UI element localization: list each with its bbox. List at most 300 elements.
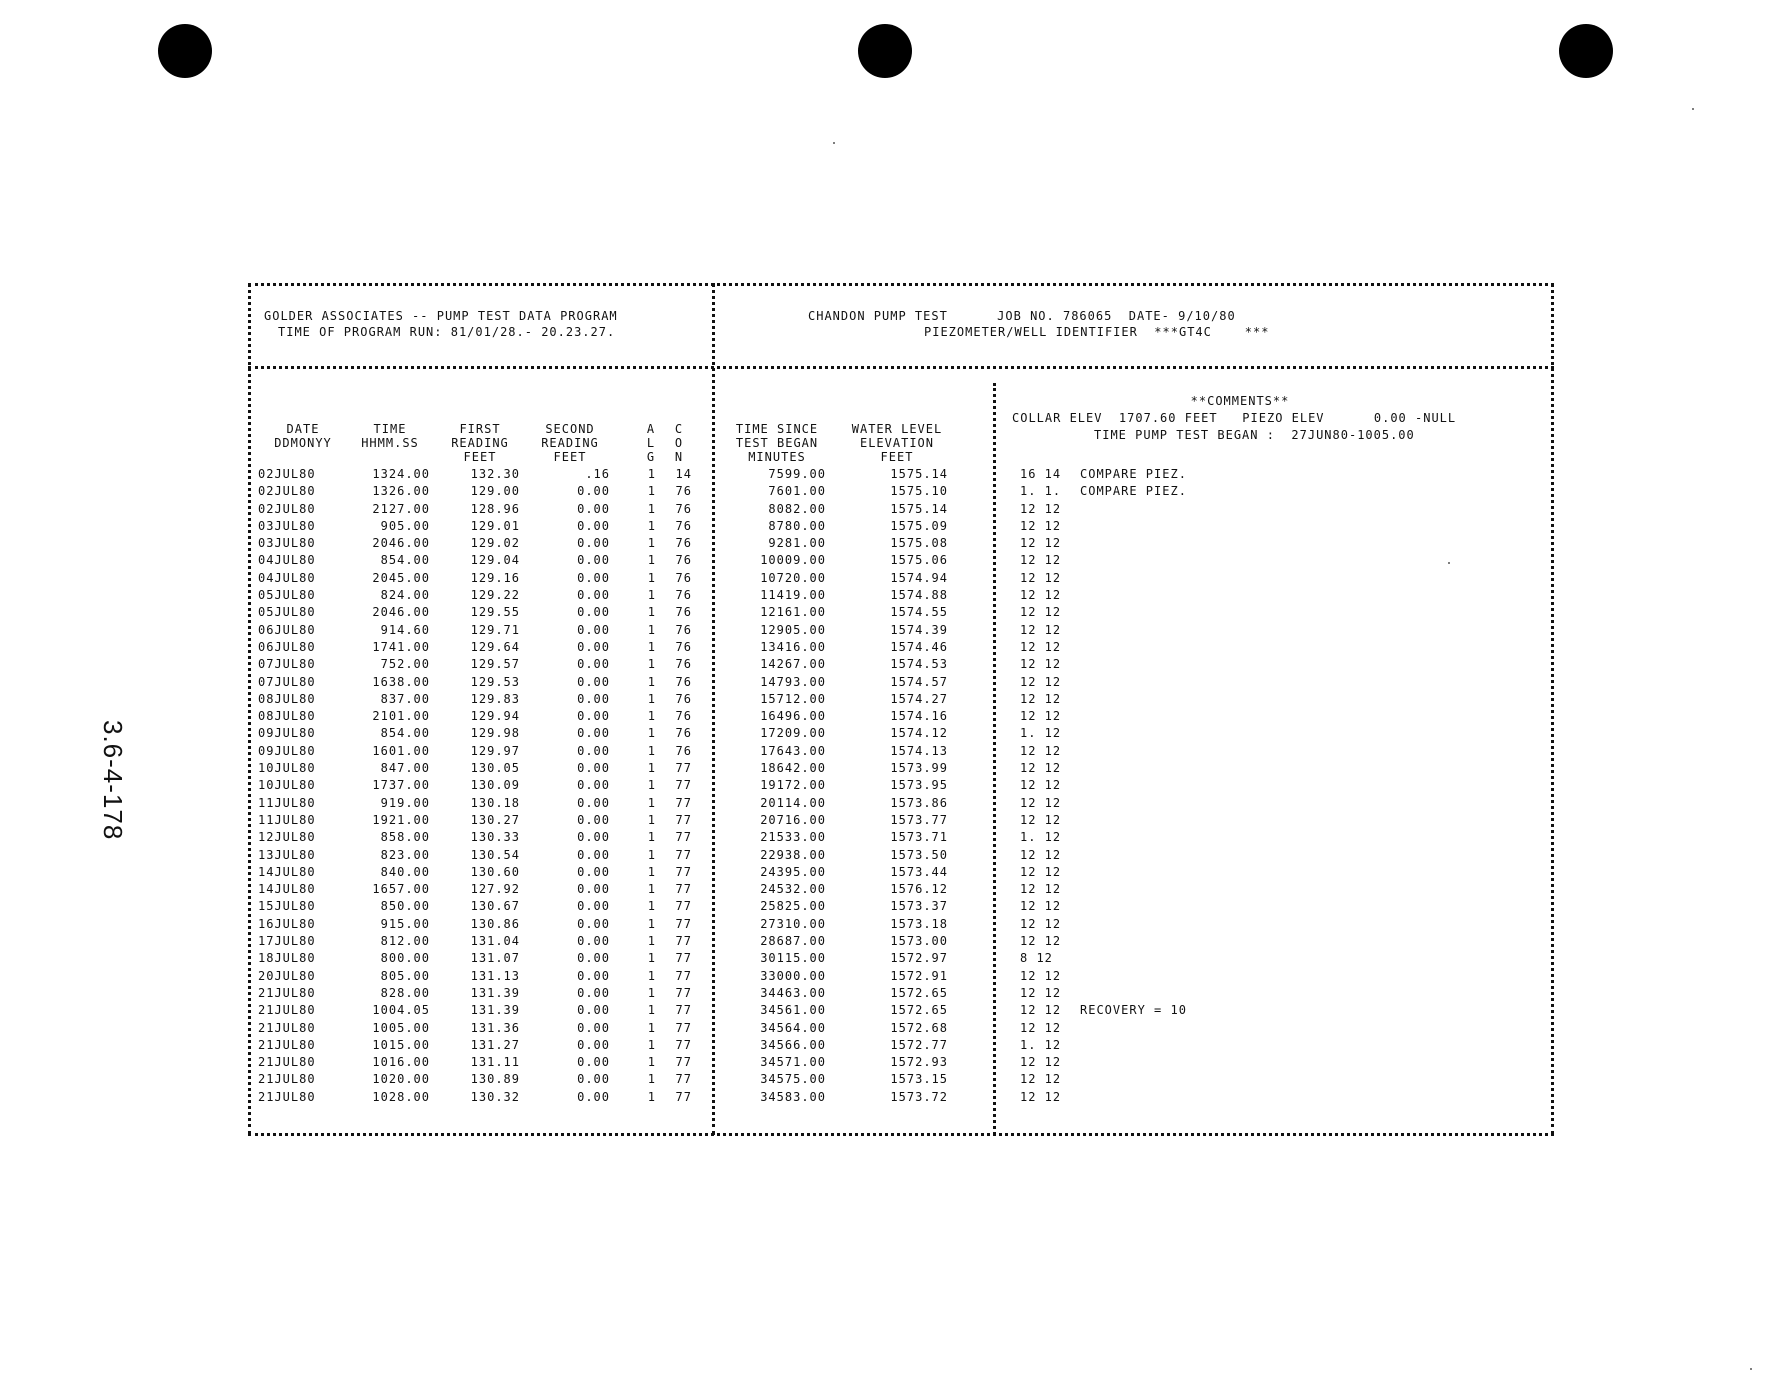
cell-date: 14JUL80 xyxy=(258,864,316,879)
cell-alg: 1 xyxy=(647,588,656,603)
cell-date: 02JUL80 xyxy=(258,467,316,481)
cell-alg: 1 xyxy=(647,882,656,897)
table-row xyxy=(258,881,1548,898)
cell-water-level: 1574.27 xyxy=(890,691,948,706)
cell-first-reading: 130.67 xyxy=(470,899,520,914)
scan-speck xyxy=(1750,1368,1752,1370)
pump-test-start-line: TIME PUMP TEST BEGAN : 27JUN80-1005.00 xyxy=(1094,428,1415,442)
cell-date: 21JUL80 xyxy=(258,1072,316,1087)
cell-first-reading: 131.39 xyxy=(470,985,520,1000)
cell-code: 8 12 xyxy=(1020,951,1053,966)
program-title: GOLDER ASSOCIATES -- PUMP TEST DATA PROGRAM xyxy=(264,309,618,323)
cell-con: 77 xyxy=(675,899,692,914)
cell-time-since: 17643.00 xyxy=(760,743,826,758)
cell-water-level: 1573.50 xyxy=(890,847,948,862)
cell-time-since: 33000.00 xyxy=(760,968,826,983)
cell-time: 915.00 xyxy=(380,916,430,931)
cell-time: 854.00 xyxy=(380,726,430,741)
cell-water-level: 1572.93 xyxy=(890,1055,948,1070)
cell-time-since: 34571.00 xyxy=(760,1055,826,1070)
cell-time: 812.00 xyxy=(380,934,430,949)
cell-code: 12 12 xyxy=(1020,916,1062,931)
cell-water-level: 1572.97 xyxy=(890,951,948,966)
table-row xyxy=(258,743,1548,760)
cell-second-reading: 0.00 xyxy=(577,1072,610,1087)
scan-speck xyxy=(1692,108,1694,110)
cell-first-reading: 130.09 xyxy=(470,778,520,793)
table-row xyxy=(258,587,1548,604)
cell-time: 823.00 xyxy=(380,847,430,862)
cell-con: 76 xyxy=(675,570,692,585)
table-row xyxy=(258,725,1548,742)
cell-con: 76 xyxy=(675,553,692,568)
cell-second-reading: .16 xyxy=(585,467,610,481)
cell-water-level: 1573.00 xyxy=(890,934,948,949)
cell-con: 77 xyxy=(675,1003,692,1018)
cell-time-since: 22938.00 xyxy=(760,847,826,862)
cell-code: 12 12 xyxy=(1020,553,1062,568)
cell-code: 12 12 xyxy=(1020,1072,1062,1087)
cell-second-reading: 0.00 xyxy=(577,674,610,689)
cell-alg: 1 xyxy=(647,899,656,914)
cell-date: 04JUL80 xyxy=(258,553,316,568)
cell-alg: 1 xyxy=(647,1003,656,1018)
cell-water-level: 1574.57 xyxy=(890,674,948,689)
col-date-header: DATE DDMONYY xyxy=(274,422,332,450)
cell-time: 1324.00 xyxy=(372,467,430,481)
cell-first-reading: 131.36 xyxy=(470,1020,520,1035)
cell-second-reading: 0.00 xyxy=(577,657,610,672)
cell-code: 12 12 xyxy=(1020,778,1062,793)
cell-con: 77 xyxy=(675,934,692,949)
cell-code: 1. 12 xyxy=(1020,830,1062,845)
cell-second-reading: 0.00 xyxy=(577,899,610,914)
cell-time: 1921.00 xyxy=(372,812,430,827)
col-con-header: C O N xyxy=(674,422,684,464)
cell-time-since: 34463.00 xyxy=(760,985,826,1000)
cell-first-reading: 131.39 xyxy=(470,1003,520,1018)
cell-first-reading: 129.83 xyxy=(470,691,520,706)
cell-time: 905.00 xyxy=(380,518,430,533)
cell-water-level: 1573.95 xyxy=(890,778,948,793)
page-number: 3.6-4-178 xyxy=(98,720,128,841)
cell-alg: 1 xyxy=(647,951,656,966)
cell-alg: 1 xyxy=(647,605,656,620)
cell-date: 10JUL80 xyxy=(258,778,316,793)
cell-second-reading: 0.00 xyxy=(577,847,610,862)
cell-water-level: 1574.94 xyxy=(890,570,948,585)
cell-alg: 1 xyxy=(647,467,656,481)
cell-code: 12 12 xyxy=(1020,847,1062,862)
cell-first-reading: 130.89 xyxy=(470,1072,520,1087)
cell-con: 77 xyxy=(675,761,692,776)
cell-code: 12 12 xyxy=(1020,570,1062,585)
cell-second-reading: 0.00 xyxy=(577,951,610,966)
cell-date: 06JUL80 xyxy=(258,639,316,654)
cell-second-reading: 0.00 xyxy=(577,830,610,845)
cell-date: 11JUL80 xyxy=(258,795,316,810)
table-row xyxy=(258,604,1548,621)
cell-water-level: 1573.18 xyxy=(890,916,948,931)
cell-second-reading: 0.00 xyxy=(577,570,610,585)
cell-comment: RECOVERY = 10 xyxy=(1080,1003,1187,1018)
cell-first-reading: 130.86 xyxy=(470,916,520,931)
cell-second-reading: 0.00 xyxy=(577,518,610,533)
cell-con: 77 xyxy=(675,847,692,862)
cell-alg: 1 xyxy=(647,657,656,672)
cell-first-reading: 131.04 xyxy=(470,934,520,949)
cell-alg: 1 xyxy=(647,570,656,585)
cell-time: 1638.00 xyxy=(372,674,430,689)
cell-time-since: 11419.00 xyxy=(760,588,826,603)
cell-code: 12 12 xyxy=(1020,622,1062,637)
cell-date: 13JUL80 xyxy=(258,847,316,862)
cell-date: 06JUL80 xyxy=(258,622,316,637)
table-row xyxy=(258,898,1548,915)
cell-first-reading: 130.18 xyxy=(470,795,520,810)
table-row xyxy=(258,847,1548,864)
cell-time: 1005.00 xyxy=(372,1020,430,1035)
cell-time-since: 21533.00 xyxy=(760,830,826,845)
cell-time-since: 25825.00 xyxy=(760,899,826,914)
cell-second-reading: 0.00 xyxy=(577,778,610,793)
col-alg-header: A L G xyxy=(646,422,656,464)
cell-con: 77 xyxy=(675,864,692,879)
cell-con: 14 xyxy=(675,467,692,481)
cell-con: 76 xyxy=(675,639,692,654)
cell-second-reading: 0.00 xyxy=(577,916,610,931)
cell-water-level: 1573.72 xyxy=(890,1089,948,1104)
cell-second-reading: 0.00 xyxy=(577,1055,610,1070)
cell-first-reading: 129.02 xyxy=(470,536,520,551)
col-time-header: TIME HHMM.SS xyxy=(361,422,419,450)
col-first-reading-header: FIRST READING FEET xyxy=(451,422,509,464)
cell-first-reading: 129.64 xyxy=(470,639,520,654)
cell-date: 03JUL80 xyxy=(258,518,316,533)
cell-code: 1. 12 xyxy=(1020,726,1062,741)
table-row xyxy=(258,950,1548,967)
table-row xyxy=(258,1089,1548,1106)
cell-water-level: 1574.13 xyxy=(890,743,948,758)
cell-con: 76 xyxy=(675,743,692,758)
table-row xyxy=(258,760,1548,777)
cell-time: 1326.00 xyxy=(372,484,430,499)
cell-water-level: 1572.68 xyxy=(890,1020,948,1035)
cell-second-reading: 0.00 xyxy=(577,1003,610,1018)
cell-date: 21JUL80 xyxy=(258,1003,316,1018)
cell-water-level: 1573.71 xyxy=(890,830,948,845)
cell-second-reading: 0.00 xyxy=(577,639,610,654)
cell-second-reading: 0.00 xyxy=(577,622,610,637)
cell-time-since: 9281.00 xyxy=(768,536,826,551)
cell-alg: 1 xyxy=(647,795,656,810)
cell-code: 12 12 xyxy=(1020,1089,1062,1104)
cell-time-since: 12905.00 xyxy=(760,622,826,637)
table-row xyxy=(258,795,1548,812)
cell-water-level: 1574.16 xyxy=(890,709,948,724)
table-row xyxy=(258,535,1548,552)
table-row xyxy=(258,1054,1548,1071)
cell-date: 18JUL80 xyxy=(258,951,316,966)
table-row xyxy=(258,501,1548,518)
cell-first-reading: 130.54 xyxy=(470,847,520,862)
cell-time: 2046.00 xyxy=(372,605,430,620)
cell-alg: 1 xyxy=(647,726,656,741)
cell-code: 12 12 xyxy=(1020,795,1062,810)
cell-alg: 1 xyxy=(647,484,656,499)
cell-alg: 1 xyxy=(647,639,656,654)
cell-time-since: 34575.00 xyxy=(760,1072,826,1087)
cell-first-reading: 130.05 xyxy=(470,761,520,776)
cell-code: 12 12 xyxy=(1020,674,1062,689)
col-second-reading-header: SECOND READING FEET xyxy=(541,422,599,464)
cell-con: 76 xyxy=(675,709,692,724)
cell-first-reading: 129.71 xyxy=(470,622,520,637)
cell-date: 17JUL80 xyxy=(258,934,316,949)
table-row xyxy=(258,466,1548,483)
cell-alg: 1 xyxy=(647,934,656,949)
cell-water-level: 1575.14 xyxy=(890,501,948,516)
cell-code: 12 12 xyxy=(1020,1055,1062,1070)
cell-alg: 1 xyxy=(647,761,656,776)
cell-con: 77 xyxy=(675,1072,692,1087)
cell-first-reading: 131.11 xyxy=(470,1055,520,1070)
cell-second-reading: 0.00 xyxy=(577,553,610,568)
cell-water-level: 1575.06 xyxy=(890,553,948,568)
cell-code: 12 12 xyxy=(1020,657,1062,672)
cell-time-since: 24532.00 xyxy=(760,882,826,897)
cell-second-reading: 0.00 xyxy=(577,1020,610,1035)
cell-time-since: 34561.00 xyxy=(760,1003,826,1018)
table-row xyxy=(258,518,1548,535)
table-row xyxy=(258,985,1548,1002)
cell-date: 02JUL80 xyxy=(258,484,316,499)
cell-code: 12 12 xyxy=(1020,882,1062,897)
cell-first-reading: 127.92 xyxy=(470,882,520,897)
cell-con: 76 xyxy=(675,536,692,551)
cell-time-since: 14267.00 xyxy=(760,657,826,672)
cell-first-reading: 129.22 xyxy=(470,588,520,603)
cell-code: 12 12 xyxy=(1020,536,1062,551)
cell-water-level: 1574.53 xyxy=(890,657,948,672)
cell-time-since: 34564.00 xyxy=(760,1020,826,1035)
data-table xyxy=(258,466,1548,1106)
cell-water-level: 1575.10 xyxy=(890,484,948,499)
cell-second-reading: 0.00 xyxy=(577,501,610,516)
binder-hole-center xyxy=(858,24,912,78)
table-row xyxy=(258,968,1548,985)
cell-first-reading: 129.55 xyxy=(470,605,520,620)
cell-con: 77 xyxy=(675,882,692,897)
cell-con: 77 xyxy=(675,830,692,845)
table-row xyxy=(258,1071,1548,1088)
table-row xyxy=(258,933,1548,950)
cell-water-level: 1574.39 xyxy=(890,622,948,637)
table-row xyxy=(258,483,1548,500)
cell-alg: 1 xyxy=(647,812,656,827)
cell-first-reading: 131.07 xyxy=(470,951,520,966)
cell-second-reading: 0.00 xyxy=(577,726,610,741)
cell-water-level: 1574.88 xyxy=(890,588,948,603)
table-row xyxy=(258,639,1548,656)
cell-date: 21JUL80 xyxy=(258,1037,316,1052)
cell-alg: 1 xyxy=(647,968,656,983)
cell-time: 824.00 xyxy=(380,588,430,603)
cell-second-reading: 0.00 xyxy=(577,1037,610,1052)
cell-alg: 1 xyxy=(647,518,656,533)
cell-con: 77 xyxy=(675,916,692,931)
cell-alg: 1 xyxy=(647,622,656,637)
cell-code: 12 12 xyxy=(1020,761,1062,776)
cell-alg: 1 xyxy=(647,778,656,793)
cell-date: 07JUL80 xyxy=(258,657,316,672)
cell-first-reading: 129.16 xyxy=(470,570,520,585)
cell-first-reading: 129.57 xyxy=(470,657,520,672)
cell-second-reading: 0.00 xyxy=(577,761,610,776)
cell-date: 05JUL80 xyxy=(258,588,316,603)
cell-second-reading: 0.00 xyxy=(577,536,610,551)
cell-con: 77 xyxy=(675,778,692,793)
cell-code: 12 12 xyxy=(1020,691,1062,706)
cell-second-reading: 0.00 xyxy=(577,864,610,879)
cell-alg: 1 xyxy=(647,1037,656,1052)
cell-alg: 1 xyxy=(647,536,656,551)
cell-code: 12 12 xyxy=(1020,518,1062,533)
cell-alg: 1 xyxy=(647,1020,656,1035)
binder-hole-left xyxy=(158,24,212,78)
cell-con: 76 xyxy=(675,605,692,620)
cell-date: 09JUL80 xyxy=(258,743,316,758)
cell-code: 12 12 xyxy=(1020,501,1062,516)
cell-water-level: 1575.14 xyxy=(890,467,948,481)
cell-time-since: 28687.00 xyxy=(760,934,826,949)
table-row xyxy=(258,622,1548,639)
cell-time-since: 10720.00 xyxy=(760,570,826,585)
cell-time: 1016.00 xyxy=(372,1055,430,1070)
cell-code: 12 12 xyxy=(1020,639,1062,654)
cell-water-level: 1576.12 xyxy=(890,882,948,897)
cell-alg: 1 xyxy=(647,674,656,689)
cell-first-reading: 129.04 xyxy=(470,553,520,568)
cell-alg: 1 xyxy=(647,553,656,568)
cell-con: 76 xyxy=(675,691,692,706)
cell-code: 12 12 xyxy=(1020,588,1062,603)
cell-time: 2101.00 xyxy=(372,709,430,724)
cell-time-since: 34566.00 xyxy=(760,1037,826,1052)
cell-alg: 1 xyxy=(647,743,656,758)
cell-alg: 1 xyxy=(647,691,656,706)
cell-date: 11JUL80 xyxy=(258,812,316,827)
cell-date: 08JUL80 xyxy=(258,691,316,706)
cell-time-since: 12161.00 xyxy=(760,605,826,620)
cell-water-level: 1573.77 xyxy=(890,812,948,827)
cell-alg: 1 xyxy=(647,709,656,724)
cell-code: 12 12 xyxy=(1020,1003,1062,1018)
cell-time-since: 10009.00 xyxy=(760,553,826,568)
cell-date: 21JUL80 xyxy=(258,1020,316,1035)
cell-date: 07JUL80 xyxy=(258,674,316,689)
cell-water-level: 1574.46 xyxy=(890,639,948,654)
cell-time: 837.00 xyxy=(380,691,430,706)
table-row xyxy=(258,674,1548,691)
cell-first-reading: 129.53 xyxy=(470,674,520,689)
cell-first-reading: 128.96 xyxy=(470,501,520,516)
cell-water-level: 1572.77 xyxy=(890,1037,948,1052)
cell-alg: 1 xyxy=(647,985,656,1000)
cell-time: 850.00 xyxy=(380,899,430,914)
cell-second-reading: 0.00 xyxy=(577,743,610,758)
cell-time: 1028.00 xyxy=(372,1089,430,1104)
cell-first-reading: 130.33 xyxy=(470,830,520,845)
cell-date: 09JUL80 xyxy=(258,726,316,741)
cell-time: 1015.00 xyxy=(372,1037,430,1052)
cell-code: 12 12 xyxy=(1020,934,1062,949)
cell-alg: 1 xyxy=(647,501,656,516)
cell-time: 858.00 xyxy=(380,830,430,845)
cell-time-since: 14793.00 xyxy=(760,674,826,689)
cell-water-level: 1573.44 xyxy=(890,864,948,879)
cell-time-since: 17209.00 xyxy=(760,726,826,741)
cell-alg: 1 xyxy=(647,1055,656,1070)
binder-hole-right xyxy=(1559,24,1613,78)
cell-first-reading: 129.00 xyxy=(470,484,520,499)
cell-water-level: 1572.65 xyxy=(890,1003,948,1018)
cell-time: 1004.05 xyxy=(372,1003,430,1018)
table-row xyxy=(258,864,1548,881)
collar-elevation-line: COLLAR ELEV 1707.60 FEET PIEZO ELEV 0.00 -NULL xyxy=(1012,411,1457,425)
cell-alg: 1 xyxy=(647,830,656,845)
cell-code: 1. 1. xyxy=(1020,484,1062,499)
cell-first-reading: 130.60 xyxy=(470,864,520,879)
cell-second-reading: 0.00 xyxy=(577,968,610,983)
cell-con: 77 xyxy=(675,812,692,827)
cell-second-reading: 0.00 xyxy=(577,985,610,1000)
cell-comment: COMPARE PIEZ. xyxy=(1080,467,1187,481)
cell-time-since: 19172.00 xyxy=(760,778,826,793)
cell-date: 21JUL80 xyxy=(258,1089,316,1104)
scan-speck xyxy=(833,142,835,144)
cell-code: 12 12 xyxy=(1020,968,1062,983)
cell-water-level: 1575.09 xyxy=(890,518,948,533)
cell-con: 77 xyxy=(675,1089,692,1104)
cell-alg: 1 xyxy=(647,916,656,931)
table-row xyxy=(258,1037,1548,1054)
cell-time: 1020.00 xyxy=(372,1072,430,1087)
cell-con: 77 xyxy=(675,1020,692,1035)
cell-second-reading: 0.00 xyxy=(577,1089,610,1104)
cell-time-since: 20114.00 xyxy=(760,795,826,810)
cell-time-since: 8082.00 xyxy=(768,501,826,516)
cell-con: 76 xyxy=(675,501,692,516)
cell-water-level: 1573.15 xyxy=(890,1072,948,1087)
cell-water-level: 1572.65 xyxy=(890,985,948,1000)
cell-time: 2045.00 xyxy=(372,570,430,585)
cell-second-reading: 0.00 xyxy=(577,605,610,620)
cell-first-reading: 129.97 xyxy=(470,743,520,758)
cell-code: 12 12 xyxy=(1020,1020,1062,1035)
cell-first-reading: 129.98 xyxy=(470,726,520,741)
table-row xyxy=(258,1002,1548,1019)
cell-date: 04JUL80 xyxy=(258,570,316,585)
cell-water-level: 1572.91 xyxy=(890,968,948,983)
cell-con: 76 xyxy=(675,622,692,637)
cell-time-since: 24395.00 xyxy=(760,864,826,879)
cell-con: 76 xyxy=(675,657,692,672)
comments-title: **COMMENTS** xyxy=(1190,394,1290,408)
cell-alg: 1 xyxy=(647,1072,656,1087)
table-row xyxy=(258,691,1548,708)
cell-con: 76 xyxy=(675,588,692,603)
